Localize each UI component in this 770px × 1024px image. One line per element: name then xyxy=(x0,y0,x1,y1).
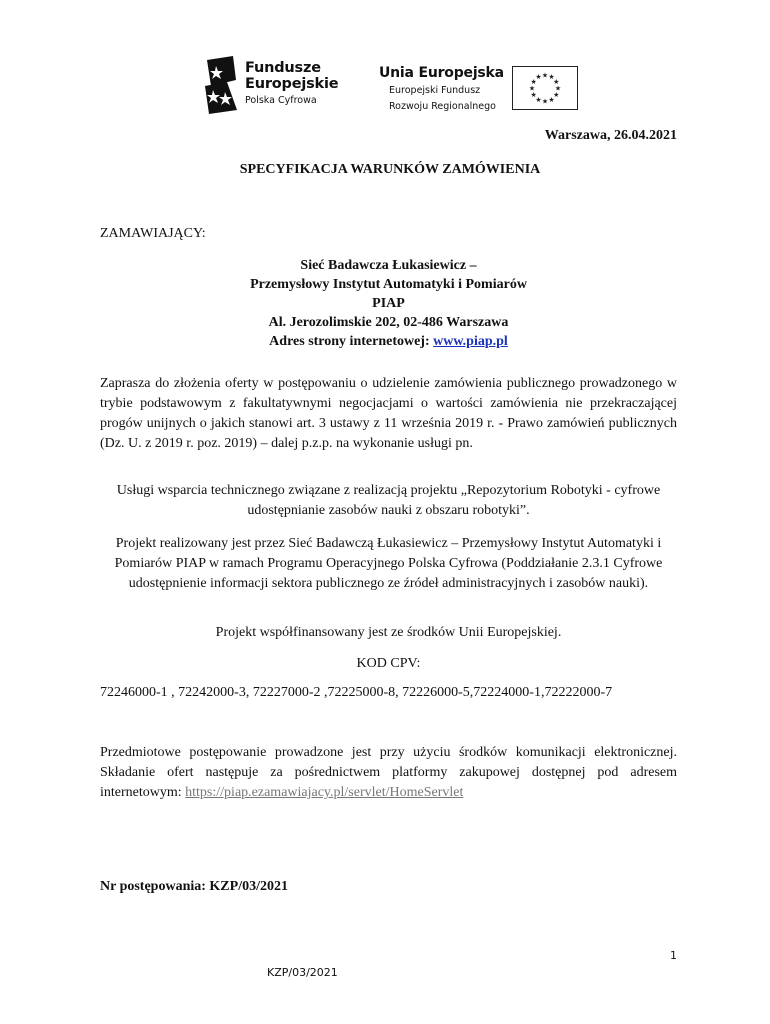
organization-block xyxy=(100,256,677,351)
project-paragraph: Projekt realizowany jest przez Sieć Badawczą Łukasiewicz – Przemysłowy Instytut Automatyki i Pomiarów PIAP w ramach Programu Operacyjnego Polska Cyfrowa (Poddziałanie 2.3.1 Cyfrowe udostępnienie informacji sektora publicznego ze źródeł administracyjnych i zasobów nauki). xyxy=(114,536,663,591)
flag-star-icon: ★ xyxy=(541,71,549,80)
fe-line3: Polska Cyfrowa xyxy=(245,95,317,106)
flag-star-icon: ★ xyxy=(535,95,542,104)
ue-line3: Rozwoju Regionalnego xyxy=(389,101,496,112)
fe-star-mark-icon xyxy=(203,56,239,114)
cpv-label: KOD CPV: xyxy=(356,656,421,671)
document-date: Warszawa, 26.04.2021 xyxy=(544,128,677,143)
unia-europejska-logo-text xyxy=(379,65,504,113)
fe-line1: Fundusze xyxy=(245,60,321,76)
flag-star-icon: ★ xyxy=(548,95,555,104)
document-title: SPECYFIKACJA WARUNKÓW ZAMÓWIENIA xyxy=(239,162,541,177)
ue-line2: Europejski Fundusz xyxy=(389,85,481,96)
procedure-number: Nr postępowania: KZP/03/2021 xyxy=(100,879,288,894)
website-label: Adres strony internetowej: xyxy=(269,334,434,349)
electronic-paragraph xyxy=(100,743,677,803)
intro-paragraph: Zaprasza do złożenia oferty w postępowaniu o udzielenie zamówienia publicznego prowadzonego w trybie podstawowym z fakultatywnymi negocjacjami o wartości zamówienia nie przekraczającej progów unijnych o jakich stanowi art. 3 ustawy z 11 września 2019 r. - Prawo zamówień publicznych (Dz. U. z 2019 r. poz. 2019) – dalej p.z.p. na wykonanie usługi pn. xyxy=(100,376,677,451)
org-line4: Al. Jerozolimskie 202, 02-486 Warszawa xyxy=(268,315,509,330)
flag-star-icon: ★ xyxy=(553,91,560,99)
zamawiajacy-label: ZAMAWIAJĄCY: xyxy=(100,226,206,241)
cpv-codes: 72246000-1 , 72242000-3, 72227000-2 ,72225000-8, 72226000-5,72224000-1,72222000-7 xyxy=(100,685,613,700)
flag-star-icon: ★ xyxy=(554,84,562,93)
org-line1: Sieć Badawcza Łukasiewicz – xyxy=(300,258,477,273)
flag-star-icon: ★ xyxy=(535,73,542,82)
platform-link[interactable]: https://piap.ezamawiajacy.pl/servlet/HomeServlet xyxy=(185,785,464,800)
service-paragraph: Usługi wsparcia technicznego związane z realizacją projektu „Repozytorium Robotyki - cyfrowe udostępnianie zasobów nauki z obszaru robotyki”. xyxy=(116,483,661,518)
org-line2: Przemysłowy Instytut Automatyki i Pomiarów xyxy=(250,277,527,292)
page-number: 1 xyxy=(670,949,677,962)
eu-flag-icon xyxy=(512,66,578,110)
ue-line1: Unia Europejska xyxy=(379,65,504,81)
org-line3: PIAP xyxy=(372,296,405,311)
flag-star-icon: ★ xyxy=(541,97,549,106)
fundusze-europejskie-logo xyxy=(203,56,343,116)
cofinanced-paragraph: Projekt współfinansowany jest ze środków Unii Europejskiej. xyxy=(215,625,562,640)
website-line xyxy=(100,332,677,351)
electronic-text: Przedmiotowe postępowanie prowadzone jest przy użyciu środków komunikacji elektronicznej. Składanie ofert następuje za pośrednictwem platformy zakupowej dostępnej pod adresem internetowym: xyxy=(100,745,677,800)
website-link[interactable]: www.piap.pl xyxy=(433,334,508,349)
flag-star-icon: ★ xyxy=(553,78,560,86)
footer-reference: KZP/03/2021 xyxy=(267,966,338,979)
flag-star-icon: ★ xyxy=(548,73,555,82)
flag-star-icon: ★ xyxy=(530,91,537,99)
flag-star-icon: ★ xyxy=(528,84,536,93)
fe-line2: Europejskie xyxy=(245,76,339,92)
flag-star-icon: ★ xyxy=(530,78,537,86)
